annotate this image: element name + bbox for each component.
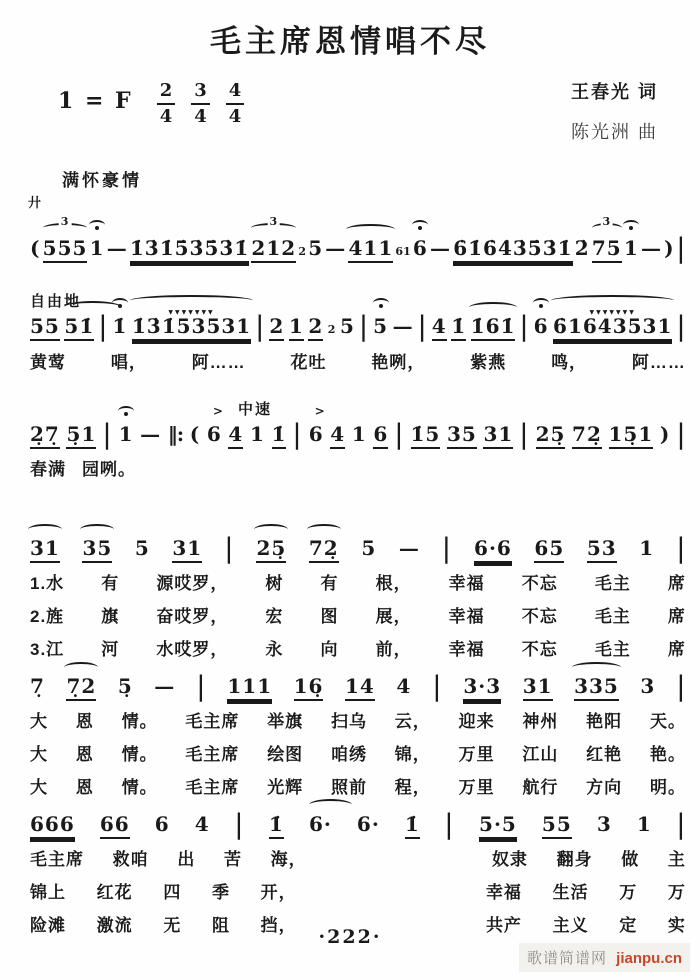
time-signature-numerator: 4 (226, 82, 245, 105)
note-token: 1 (89, 236, 105, 260)
note-token: 6 (533, 314, 549, 338)
note-token: 1̇3̇1̇5̇3̇5̇3̇1̇ (130, 236, 249, 263)
lyric-syllable: 扫乌 (330, 712, 367, 731)
note-token: 5 (134, 536, 150, 560)
time-signatures (149, 76, 253, 126)
note-token: 31 (523, 674, 553, 701)
note-token: 6̇1643531 ▼▼▼▼▼▼▼ (553, 314, 672, 341)
lyric-syllable: 紫燕 (470, 353, 507, 372)
lyric-syllable: 方向 (586, 778, 623, 797)
lyric-syllable: 做 (621, 850, 640, 869)
note-token: 6· (308, 812, 332, 836)
lyric-syllable: 出 (177, 850, 196, 869)
note-token: 1̇3̇1̇53531 ▼▼▼▼▼▼▼ (132, 314, 251, 341)
lyric-syllable: 翻身 (556, 850, 593, 869)
lyric-line (30, 350, 686, 375)
note-token: — (140, 422, 162, 446)
note-token: 1 (351, 422, 367, 446)
lyric-syllable: 花吐 (290, 353, 327, 372)
lyric-syllable: 迎来 (458, 712, 495, 731)
lyric-line (30, 571, 686, 596)
lyric-syllable: 万 (667, 883, 686, 902)
note-token: 1 (118, 422, 134, 446)
lyric-syllable: 大 (30, 778, 48, 797)
lyric-syllable: 绘图 (267, 745, 304, 764)
lyric-syllable: 苦 (223, 850, 242, 869)
note-token: 31 (483, 422, 513, 449)
lyric-syllable: 救咱 (112, 850, 149, 869)
note-token: ( (30, 236, 41, 260)
note-token: 66 (100, 812, 130, 839)
note-token: — (430, 236, 452, 260)
lyric-syllable: 恩 (75, 778, 94, 797)
note-token: 2 (298, 245, 306, 258)
notes-row (30, 650, 686, 701)
lyric-syllable: 根， (375, 574, 412, 593)
lyric-syllable: 程， (394, 778, 431, 797)
barline: | (444, 807, 454, 841)
note-token: 72̣ (309, 536, 339, 563)
time-signature-denominator: 4 (194, 106, 207, 127)
barline: | (676, 531, 686, 565)
barline: | (676, 417, 686, 451)
lyric-syllable: 幸福 (448, 574, 485, 593)
lyric-line (30, 604, 686, 629)
lyric-syllable: 幸福 (448, 607, 485, 626)
lyric-syllable: 不忘 (521, 574, 558, 593)
note-token: 1̇ (405, 812, 420, 839)
lyric-syllable: 激流 (96, 916, 133, 935)
note-token: — (392, 314, 414, 338)
lyric-syllable: 咱绣 (330, 745, 367, 764)
note-token: 7̣2 (66, 674, 96, 701)
note-token: 1 (289, 314, 304, 341)
note-token: 1 (639, 536, 655, 560)
lyric-syllable: 举旗 (267, 712, 304, 731)
lyric-syllable: 四 (163, 883, 182, 902)
lyric-syllable: 航行 (522, 778, 559, 797)
note-token: 4 (396, 674, 412, 698)
lyric-syllable: 阿…… (631, 353, 686, 372)
lyric-syllable: 黄莺 (30, 353, 66, 372)
lyric-syllable: 有 (101, 574, 120, 593)
note-token: — (398, 536, 420, 560)
lyric-syllable: 席 (667, 574, 686, 593)
note-token: ‖: (167, 422, 184, 446)
note-token: 6 (154, 812, 170, 836)
lyric-syllable: 1.水 (30, 574, 65, 593)
lyric-syllable: 鸣， (551, 353, 588, 372)
note-token: 4 (432, 314, 447, 341)
barline: | (359, 309, 369, 343)
lyric-syllable: 阿…… (191, 353, 246, 372)
note-token: > 6 (309, 422, 324, 446)
note-token: 16̣ (294, 674, 324, 701)
note-token: 53 (587, 536, 617, 563)
lyric-syllable: 照前 (330, 778, 367, 797)
song-title: 毛主席恩情唱不尽 (210, 24, 490, 59)
lyric-syllable: 情。 (121, 712, 158, 731)
note-token: 6· (356, 812, 380, 836)
lyric-syllable: 主义 (552, 916, 589, 935)
lyric-syllable: 恩 (75, 745, 94, 764)
lyric-syllable: 生活 (552, 883, 589, 902)
lyric-syllable: 幸福 (485, 883, 522, 902)
lyric-syllable: 天。 (649, 712, 686, 731)
lyric-syllable: 艳。 (649, 745, 686, 764)
lyric-syllable: 不忘 (521, 607, 558, 626)
barline: | (676, 807, 686, 841)
music-system-5 (30, 650, 686, 800)
music-system-6 (30, 788, 686, 938)
key-signature: 1 = F (58, 88, 133, 114)
lyric-syllable: 旗 (101, 607, 120, 626)
note-token: 335 (574, 674, 619, 701)
note-token: 25̣ (256, 536, 286, 563)
lyric-syllable: 3.江 (30, 640, 65, 659)
barline: | (418, 309, 428, 343)
note-token: 4 (194, 812, 210, 836)
note-token: 1 (249, 422, 265, 446)
lyric-syllable: 唱， (110, 353, 147, 372)
note-token: 1̇ (112, 314, 128, 338)
lyric-syllable: 毛主席 (185, 778, 240, 797)
time-signature (226, 82, 245, 126)
lyric-syllable: 江山 (522, 745, 559, 764)
lyric-syllable: 红艳 (586, 745, 623, 764)
note-token: 5·5 (479, 812, 517, 839)
time-signature (191, 82, 210, 126)
lyric-syllable: 险滩 (30, 916, 66, 935)
note-token: 1̇61̇ (471, 314, 516, 341)
notes-row (30, 398, 686, 449)
note-token: 5 (373, 314, 388, 338)
note-token: ( (189, 422, 201, 446)
note-token: 7̣ (30, 674, 45, 698)
lyric-syllable: 神州 (522, 712, 559, 731)
barline: | (224, 531, 234, 565)
note-token: 4 (330, 422, 345, 449)
note-token: 3 (640, 674, 656, 698)
lyric-syllable: 毛主席 (185, 745, 240, 764)
note-token: 3 (596, 812, 612, 836)
notes-row (30, 788, 686, 839)
note-token: 5̣ (117, 674, 133, 698)
note-token: 5 (361, 536, 377, 560)
lyric-syllable: 海， (270, 850, 307, 869)
note-token: 6 (412, 236, 428, 260)
lyric-syllable: 水哎罗， (156, 640, 229, 659)
lyric-syllable: 毛主席 (30, 850, 84, 869)
lyric-line (30, 742, 686, 767)
note-token: 1̇ (272, 422, 287, 449)
note-token: 55 (30, 314, 60, 341)
time-signature-numerator: 3 (191, 82, 210, 105)
note-token: 212 3 (251, 236, 296, 263)
note-token: 35 (447, 422, 477, 449)
lyric-line (30, 457, 686, 482)
margin-mark: 廾 (28, 195, 42, 210)
lyric-syllable: 源哎罗， (156, 574, 229, 593)
lyric-syllable: 席 (667, 640, 686, 659)
lyric-syllable: 明。 (649, 778, 686, 797)
note-token: 5 (340, 314, 355, 338)
lyric-syllable: 季 (211, 883, 230, 902)
lyric-syllable: 毛主 (594, 640, 631, 659)
barline: | (255, 309, 265, 343)
lyric-syllable: 挡， (260, 916, 297, 935)
barline: | (676, 231, 686, 265)
lyric-syllable: 万里 (458, 745, 495, 764)
notes-row (30, 512, 686, 563)
lyric-syllable: 阻 (211, 916, 230, 935)
note-token: 51̇ (64, 314, 94, 341)
note-token: 61 (395, 245, 411, 258)
music-system-3 (30, 398, 686, 482)
lyric-syllable: 2.旌 (30, 607, 65, 626)
time-signature (157, 82, 176, 126)
credits (571, 78, 658, 144)
lyric-line (30, 847, 686, 872)
note-token: 31 (30, 536, 60, 563)
time-signature-denominator: 4 (228, 106, 242, 127)
note-token: — (106, 236, 128, 260)
note-token: 14 (345, 674, 375, 701)
lyric-syllable: 万 (619, 883, 638, 902)
lyric-syllable: 有 (320, 574, 339, 593)
time-signature-denominator: 4 (159, 106, 173, 127)
expression-marking: 满怀豪情 (62, 171, 142, 190)
lyric-syllable: 开， (260, 883, 297, 902)
tempo-marking: 中速 (238, 401, 273, 418)
note-token: ) (664, 236, 675, 260)
note-token: 3·3 (463, 674, 501, 701)
notes-row (30, 212, 686, 264)
barline: | (98, 309, 108, 343)
notes-row (30, 290, 686, 342)
lyric-syllable: 光辉 (267, 778, 304, 797)
lyric-syllable: 前， (375, 640, 412, 659)
note-token: 2̣7̣ (30, 422, 60, 449)
barline: | (676, 309, 686, 343)
watermark-domain: jianpu.cn (616, 950, 682, 967)
lyric-syllable: 艳咧， (371, 353, 426, 372)
music-system-2 (30, 290, 686, 375)
note-token: 72̣ (572, 422, 602, 449)
lyric-syllable: 永 (265, 640, 284, 659)
barline: | (432, 669, 442, 703)
note-token: 666 (30, 812, 75, 839)
lyricist-credit: 王春光 词 (570, 82, 658, 102)
lyric-syllable: 向 (320, 640, 339, 659)
barline: | (519, 309, 529, 343)
key-and-time-row (58, 76, 252, 126)
lyric-syllable: 万里 (458, 778, 495, 797)
note-token: 15̣1 (609, 422, 654, 449)
note-token: 111 (227, 674, 272, 701)
lyric-syllable: 毛主 (594, 607, 631, 626)
note-token: — (325, 236, 347, 260)
note-token: — (640, 236, 662, 260)
tempo-marking: 自由地 (30, 293, 82, 310)
lyric-syllable: 幸福 (448, 640, 485, 659)
lyric-syllable: 树 (265, 574, 284, 593)
note-token: ) (659, 422, 671, 446)
note-token: 35 (82, 536, 112, 563)
note-token: 5 (308, 236, 324, 260)
barline: | (293, 417, 303, 451)
lyric-syllable: 不忘 (521, 640, 558, 659)
lyric-syllable: 无 (163, 916, 182, 935)
page-number: ·222· (318, 926, 382, 948)
note-token: 1̇ (451, 314, 466, 341)
note-token: 2 (308, 314, 323, 341)
lyric-syllable: 实 (667, 916, 686, 935)
note-token: 2 (327, 323, 336, 336)
lyric-syllable: 艳阳 (586, 712, 623, 731)
barline: | (519, 417, 529, 451)
barline: | (196, 669, 206, 703)
lyric-syllable: 宏 (265, 607, 284, 626)
music-system-1 (30, 212, 686, 264)
lyric-syllable: 席 (667, 607, 686, 626)
lyric-syllable: 大 (30, 745, 48, 764)
lyric-syllable: 锦上 (30, 883, 66, 902)
lyric-syllable: 春满 (30, 460, 66, 479)
lyric-syllable: 大 (30, 712, 48, 731)
note-token: > 6 (207, 422, 222, 446)
note-token: 31 (172, 536, 202, 563)
lyric-syllable: 定 (619, 916, 638, 935)
time-signature-numerator: 2 (157, 82, 176, 105)
lyric-syllable: 情。 (121, 778, 158, 797)
lyric-syllable: 恩 (75, 712, 94, 731)
barline: | (442, 531, 452, 565)
note-token: 65 (534, 536, 564, 563)
note-token: 1̇5 (411, 422, 441, 449)
lyric-syllable: 奴隶 (491, 850, 528, 869)
note-token: 75 3 (592, 236, 622, 263)
lyric-syllable: 红花 (96, 883, 133, 902)
note-token: 5̣1 (66, 422, 96, 449)
lyric-syllable: 共产 (485, 916, 522, 935)
note-token: 555 3 (43, 236, 88, 263)
note-token: 4 (228, 422, 243, 449)
composer-credit: 陈光洲 曲 (570, 122, 658, 142)
lyric-syllable: 奋哎罗， (156, 607, 229, 626)
lyric-syllable: 毛主 (594, 574, 631, 593)
lyric-line (30, 880, 686, 905)
barline: | (234, 807, 244, 841)
note-token: 25̣ (536, 422, 566, 449)
lyric-syllable: 锦， (394, 745, 431, 764)
watermark-site-name: 歌谱简谱网 (526, 950, 607, 967)
barline: | (394, 417, 404, 451)
note-token: 1 (623, 236, 639, 260)
lyric-syllable: 主 (667, 850, 686, 869)
watermark (519, 943, 690, 972)
note-token: 1̇ (269, 812, 284, 839)
lyric-syllable: 毛主席 (185, 712, 240, 731)
barline: | (676, 669, 686, 703)
note-token: — (154, 674, 176, 698)
lyric-syllable: 河 (101, 640, 120, 659)
lyric-line (30, 709, 686, 734)
lyric-syllable: 情。 (121, 745, 158, 764)
lyric-syllable: 图 (320, 607, 339, 626)
lyric-syllable: 园咧。 (82, 460, 136, 479)
note-token: 55 (542, 812, 572, 839)
note-token: 6 (373, 422, 388, 449)
note-token: 1 (636, 812, 652, 836)
note-token: 2̇ (574, 236, 590, 260)
note-token: 411 (348, 236, 393, 263)
music-system-4 (30, 512, 686, 662)
barline: | (102, 417, 112, 451)
note-token: 2 (269, 314, 284, 341)
note-token: 6̇1̇6̇4̇3̇5̇3̇1̇ (453, 236, 572, 263)
note-token: 6·6 (474, 536, 512, 563)
lyric-syllable: 展， (375, 607, 412, 626)
lyric-syllable: 云， (394, 712, 431, 731)
